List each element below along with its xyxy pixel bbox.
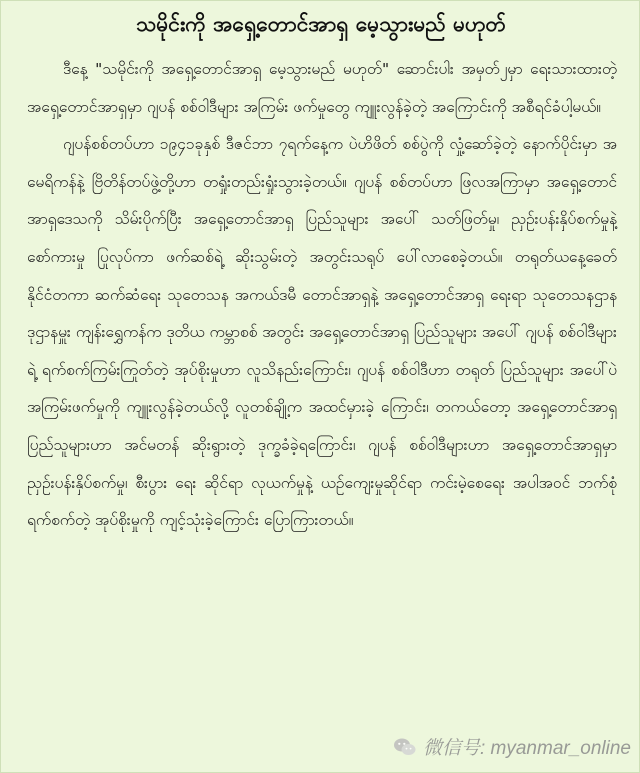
article-paragraph-1: ဒီနေ့ "သမိုင်းကို အရှေ့တောင်အာရှ မေ့သွားမည် မဟုတ်" ဆောင်းပါး အမှတ်၂မှာ ရေးသားထားတဲ့ အရှေ့တောင်အာရှမှာ ဂျပန် စစ်ဝါဒီများ အကြမ်း ဖက်မှုတွေ ကျူးလွန်ခဲ့တဲ့ အကြောင်းကို အစီရင်ခံပါ့မယ်။ <box>27 60 617 116</box>
watermark <box>393 733 631 760</box>
article-body <box>27 51 617 540</box>
article-title: သမိုင်းကို အရှေ့တောင်အာရှ မေ့သွားမည် မဟုတ် <box>136 12 506 36</box>
article-paragraph-2: ဂျပန်စစ်တပ်ဟာ ၁၉၄၁ခုနှစ် ဒီဇင်ဘာ ၇ရက်နေ့က ပဲဟိဖိတ် စစ်ပွဲကို လှုံ့ဆော်ခဲ့တဲ့ နောက်ပိုင်းမှာ အမေရိကန်နဲ့ ဗြိတိန်တပ်ဖွဲ့တို့ဟာ တရှုံးတည်းရှုံးသွားခဲ့တယ်။ ဂျပန် စစ်တပ်ဟာ ဖြလအကြာမှာ အရှေ့တောင်အာရှဒေသကို သိမ်းပိုက်ပြီး အရှေ့တောင်အာရှ ပြည်သူများ အပေါ် သတ်ဖြတ်မှု၊ ညှဉ်းပန်းနှိပ်စက်မှုနဲ့ စော်ကားမှု ပြုလုပ်ကာ ဖက်ဆစ်ရဲ့ ဆိုးသွမ်းတဲ့ အတွင်းသရုပ် ပေါ်လာစေခဲ့တယ်။ တရုတ်ယနေ့ခေတ် နိုင်ငံတကာ ဆက်ဆံရေး သုတေသန အကယ်ဒမီ တောင်အာရှနဲ့ အရှေ့တောင်အာရှ ရေးရာ သုတေသနဌာန ဒုဌာနမှူး ကျန်းရွှေကန်က ဒုတိယ ကမ္ဘာစစ် အတွင်း အရှေ့တောင်အာရှ ပြည်သူများ အပေါ် ဂျပန် စစ်ဝါဒီများရဲ့ ရက်စက်ကြမ်းကြုတ်တဲ့ အုပ်စိုးမှုဟာ လူသိနည်းကြောင်း၊ ဂျပန် စစ်ဝါဒီဟာ တရုတ် ပြည်သူများ အပေါ်ပဲ အကြမ်းဖက်မှုကို ကျူးလွန်ခဲ့တယ်လို့ လူတစ်ချို့က အထင်မှားခဲ့ ကြောင်း၊ တကယ်တော့ အရှေ့တောင်အာရှ ပြည်သူများဟာ အင်မတန် ဆိုးရွားတဲ့ ဒုက္ခခံခဲ့ရကြောင်း၊ ဂျပန် စစ်ဝါဒီများဟာ အရှေ့တောင်အာရှမှာ ညှဉ်းပန်းနှိပ်စက်မှု၊ စီးပွား ရေး ဆိုင်ရာ လုယက်မှုနဲ့ ယဉ်ကျေးမှုဆိုင်ရာ ကင်းမဲ့စေရေး အပါအဝင် ဘက်စုံ ရက်စက်တဲ့ အုပ်စိုးမှုကို ကျင့်သုံးခဲ့ကြောင်း ပြောကြားတယ်။ <box>27 135 617 530</box>
wechat-icon <box>393 737 417 757</box>
watermark-text: 微信号: myanmar_online <box>422 738 631 759</box>
